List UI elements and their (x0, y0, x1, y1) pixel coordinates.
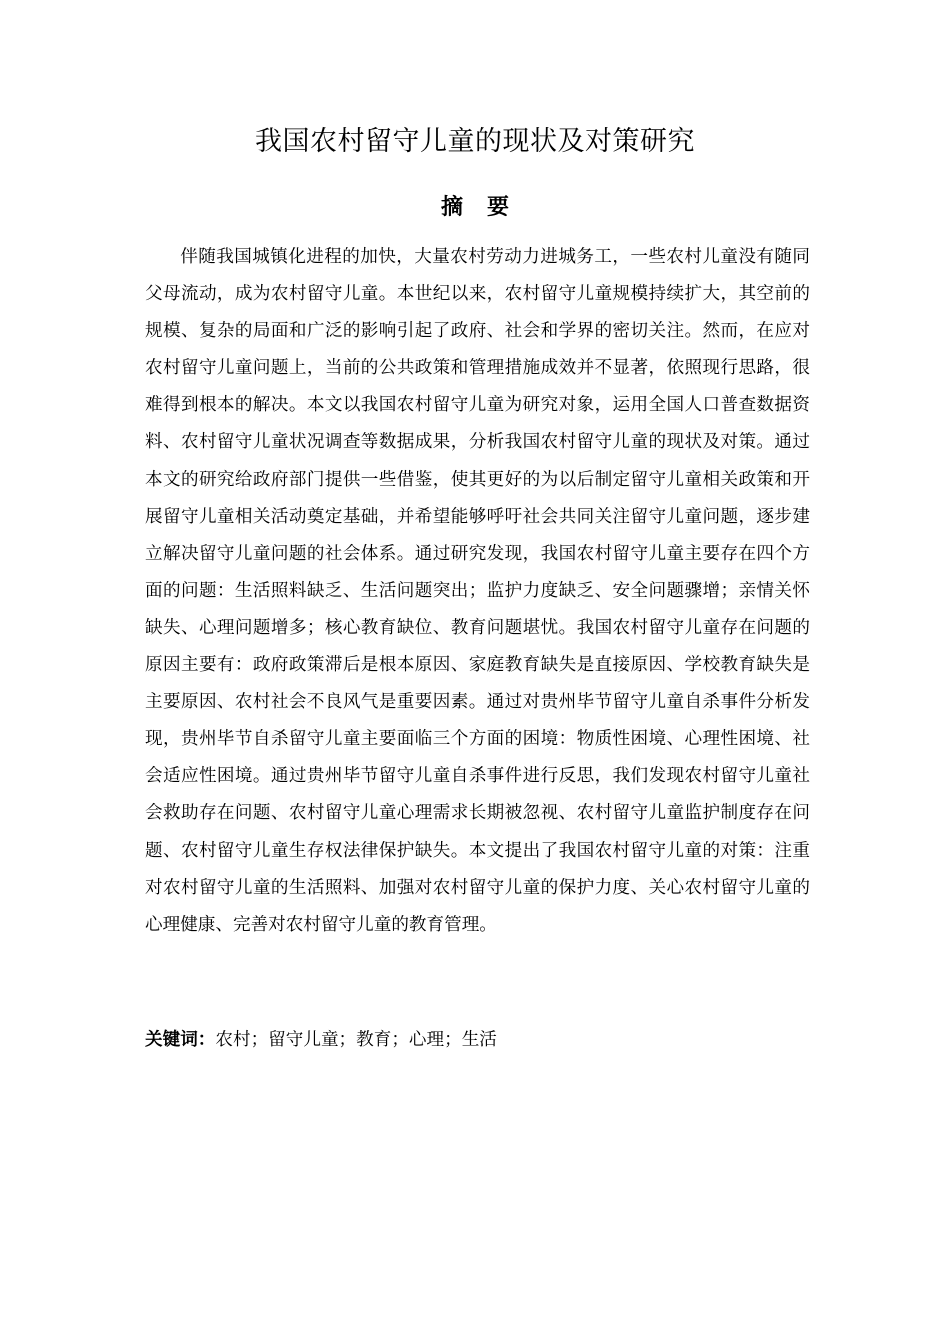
abstract-body: 伴随我国城镇化进程的加快，大量农村劳动力进城务工，一些农村儿童没有随同父母流动，成为农村留守儿童。本世纪以来，农村留守儿童规模持续扩大，其空前的规模、复杂的局面和广泛的影响引起了政府、社会和学界的密切关注。然而，在应对农村留守儿童问题上，当前的公共政策和管理措施成效并不显著，依照现行思路，很难得到根本的解决。本文以我国农村留守儿童为研究对象，运用全国人口普查数据资料、农村留守儿童状况调查等数据成果，分析我国农村留守儿童的现状及对策。通过本文的研究给政府部门提供一些借鉴，使其更好的为以后制定留守儿童相关政策和开展留守儿童相关活动奠定基础，并希望能够呼吁社会共同关注留守儿童问题，逐步建立解决留守儿童问题的社会体系。通过研究发现，我国农村留守儿童主要存在四个方面的问题：生活照料缺乏、生活问题突出；监护力度缺乏、安全问题骤增；亲情关怀缺失、心理问题增多；核心教育缺位、教育问题堪忧。我国农村留守儿童存在问题的原因主要有：政府政策滞后是根本原因、家庭教育缺失是直接原因、学校教育缺失是主要原因、农村社会不良风气是重要因素。通过对贵州毕节留守儿童自杀事件分析发现，贵州毕节自杀留守儿童主要面临三个方面的困境：物质性困境、心理性困境、社会适应性困境。通过贵州毕节留守儿童自杀事件进行反思，我们发现农村留守儿童社会救助存在问题、农村留守儿童心理需求长期被忽视、农村留守儿童监护制度存在问题、农村留守儿童生存权法律保护缺失。本文提出了我国农村留守儿童的对策：注重对农村留守儿童的生活照料、加强对农村留守儿童的保护力度、关心农村留守儿童的心理健康、完善对农村留守儿童的教育管理。 (145, 247, 810, 935)
keywords-line (145, 1022, 810, 1059)
paper-title: 我国农村留守儿童的现状及对策研究 (255, 126, 695, 157)
keywords-text: 农村；留守儿童；教育；心理；生活 (215, 1030, 497, 1050)
keywords-label: 关键词： (145, 1030, 216, 1050)
abstract-heading: 摘要 (440, 195, 533, 220)
